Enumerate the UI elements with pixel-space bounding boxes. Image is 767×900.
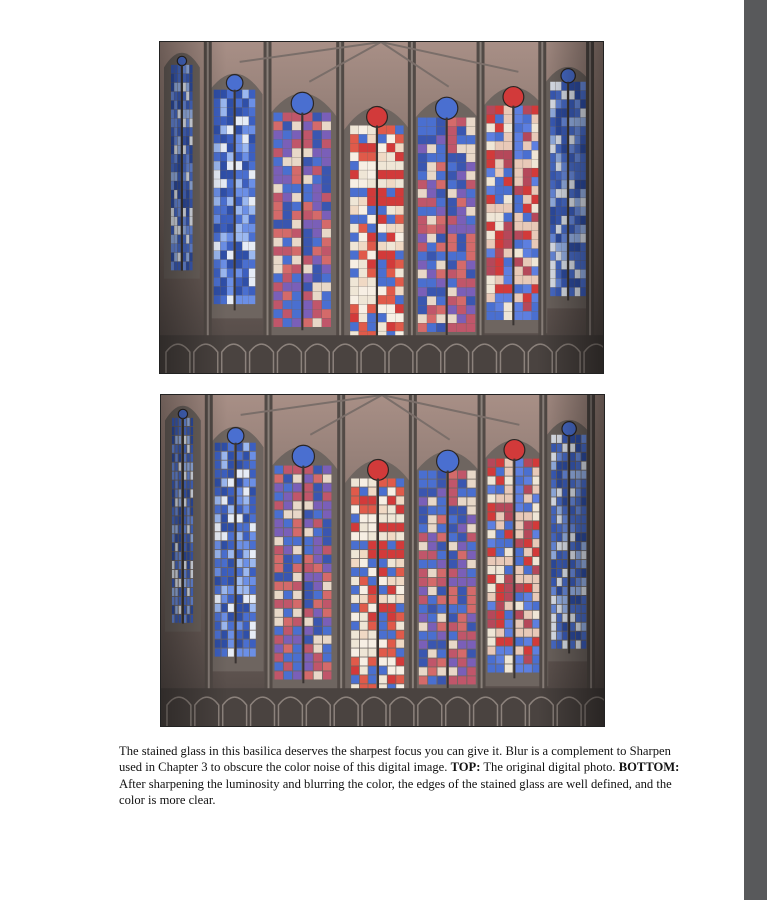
caption-bottom-label: BOTTOM: bbox=[618, 760, 680, 775]
top-photo bbox=[159, 41, 604, 374]
stained-glass-image-bottom bbox=[161, 395, 604, 726]
caption-text-2: The original digital photo. bbox=[480, 760, 619, 775]
caption-text-1: The stained glass in this basilica deserves the sharpest focus you can give it. Blur is a complement to Sharpen used in Chapter 3 to obscure the color noise of this digital image. bbox=[119, 744, 671, 775]
page-edge-bar bbox=[744, 0, 767, 900]
caption-text-3: After sharpening the luminosity and blurring the color, the edges of the stained glass are well defined, and the color is more clear. bbox=[119, 776, 672, 808]
caption-top-label: TOP: bbox=[450, 760, 481, 775]
stained-glass-image-top bbox=[160, 42, 603, 373]
figure-caption bbox=[119, 743, 689, 809]
bottom-photo bbox=[160, 394, 605, 727]
